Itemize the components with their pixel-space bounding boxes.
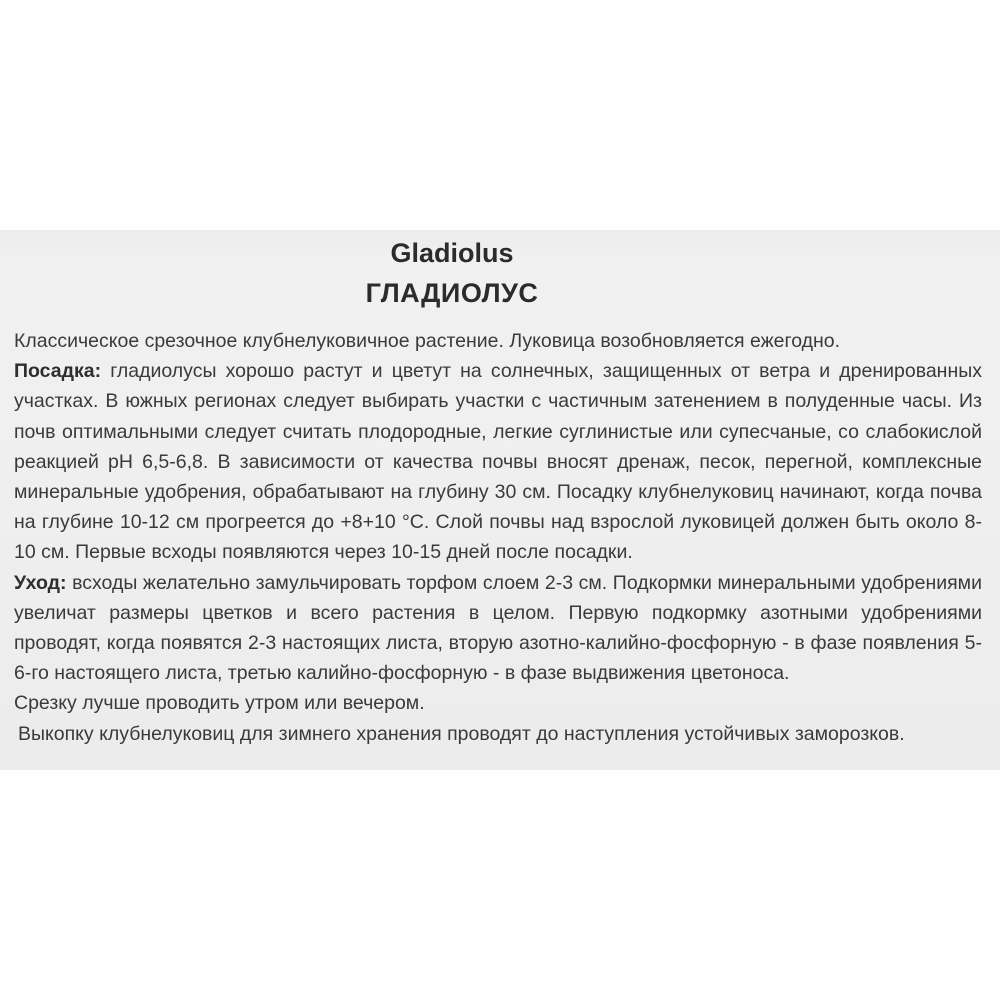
- care-paragraph: [14, 568, 982, 689]
- planting-label: Посадка:: [14, 360, 102, 383]
- title-russian: ГЛАДИОЛУС: [365, 278, 539, 308]
- planting-paragraph: [14, 356, 982, 567]
- care-label: Уход:: [14, 571, 67, 594]
- title-latin: Gladiolus: [390, 238, 514, 268]
- care-text: всходы желательно замульчировать торфом слоем 2-3 см. Подкормки минеральными удобрениями увеличат размеры цветков и всего растения в целом. Первую подкормку азотными удобрениями проводят, когда появятся 2-3 настоящих листа, вторую азотно-калийно-фосфорную - в фазе появления 5-6-го настоящего листа, третью калийно-фосфорную - в фазе выдвижения цветоноса.: [14, 571, 982, 685]
- description-text: [14, 326, 982, 749]
- seed-packet-label: [0, 230, 1000, 770]
- cutting-paragraph: Срезку лучше проводить утром или вечером.: [14, 692, 425, 715]
- intro-paragraph: Классическое срезочное клубнелуковичное растение. Луковица возобновляется ежегодно.: [14, 330, 841, 352]
- title-block: [0, 236, 1000, 310]
- planting-text: гладиолусы хорошо растут и цветут на солнечных, защищенных от ветра и дренированных участках. В южных регионах следует выбирать участки с частичным затенением в полуденные часы. Из почв оптимальными следует считать плодородные, легкие суглинистые или супесчаные, со слабокислой реакцией pH 6,5-6,8. В зависимости от качества почвы вносят дренаж, песок, перегной, комплексные минеральные удобрения, обрабатывают на глубину 30 см. Посадку клубнелуковиц начинают, когда почва на глубине 10-12 см прогреется до +8+10 °С. Слой почвы над взрослой луковицей должен быть около 8-10 см. Первые всходы появляются через 10-15 дней после посадки.: [14, 360, 982, 564]
- digging-paragraph: Выкопку клубнелуковиц для зимнего хранения проводят до наступления устойчивых заморозков.: [18, 722, 905, 745]
